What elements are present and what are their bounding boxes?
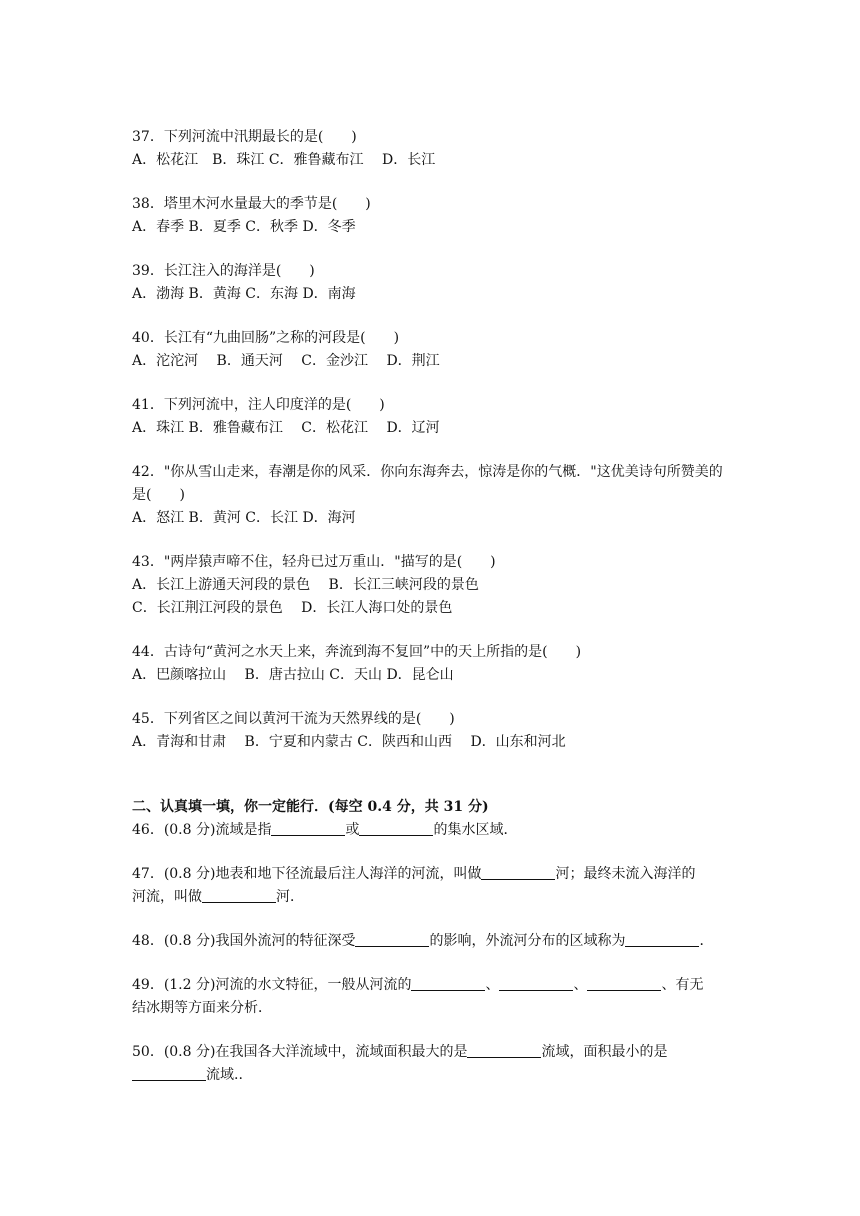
question-options: A．春季 B．夏季 C．秋季 D．冬季 [132,219,356,235]
question-45 [132,708,732,754]
question-46 [132,819,732,842]
question-49 [132,974,732,1020]
question-text: 、 [485,977,500,993]
question-47 [132,863,732,909]
answer-blank[interactable] [411,976,485,991]
question-stem: 42．"你从雪山走来，春潮是你的风采．你向东海奔去，惊涛是你的气概．"这优美诗句所赞美的是( ) [132,464,723,503]
question-text: 河流，叫做 [132,889,202,905]
question-50 [132,1041,732,1087]
question-text: 河；最终未流入海洋的 [555,866,696,882]
question-text: 结冰期等方面来分析． [132,1000,272,1016]
question-42 [132,461,732,530]
question-stem: 38．塔里木河水量最大的季节是( ) [132,196,371,212]
question-options: A．巴颜喀拉山 B．唐古拉山 C．天山 D．昆仑山 [132,667,454,683]
question-options: C．长江荆江河段的景色 D．长江人海口处的景色 [132,600,453,616]
question-options: A．渤海 B．黄海 C．东海 D．南海 [132,286,356,302]
question-text: 流域，面积最小的是 [541,1044,668,1060]
question-40 [132,327,732,373]
answer-blank[interactable] [467,1043,541,1058]
answer-blank[interactable] [625,932,699,947]
question-stem: 37．下列河流中汛期最长的是( ) [132,129,357,145]
answer-blank[interactable] [359,821,433,836]
question-options: A．怒江 B．黄河 C．长江 D．海河 [132,510,356,526]
question-text: 、有无 [661,977,704,993]
answer-blank[interactable] [499,976,573,991]
answer-blank[interactable] [271,821,345,836]
answer-blank[interactable] [202,888,276,903]
question-options: A．长江上游通天河段的景色 B．长江三峡河段的景色 [132,577,479,593]
question-text: ． [699,933,714,949]
question-text: 47．(0.8 分)地表和地下径流最后注人海洋的河流，叫做 [132,866,482,882]
question-stem: 43．"两岸猿声啼不住，轻舟已过万重山．"描写的是( ) [132,554,496,570]
question-41 [132,394,732,440]
question-43 [132,551,732,620]
exam-page [132,126,732,1108]
question-text: 或 [345,822,360,838]
question-48 [132,930,732,953]
question-37 [132,126,732,172]
question-text: 河． [276,889,304,905]
question-39 [132,260,732,306]
question-options: A．松花江 B．珠江 C．雅鲁藏布江 D．长江 [132,152,436,168]
question-text: 50．(0.8 分)在我国各大洋流域中，流域面积最大的是 [132,1044,468,1060]
question-text: 46．(0.8 分)流域是指 [132,822,272,838]
answer-blank[interactable] [481,865,555,880]
question-38 [132,193,732,239]
question-44 [132,641,732,687]
question-options: A．青海和甘肃 B．宁夏和内蒙古 C．陕西和山西 D．山东和河北 [132,734,566,750]
question-text: 的影响，外流河分布的区域称为 [429,933,626,949]
question-text: 49．(1.2 分)河流的水文特征，一般从河流的 [132,977,412,993]
question-text: 的集水区域． [433,822,518,838]
question-stem: 39．长江注入的海洋是( ) [132,263,315,279]
fill-in-section [132,796,732,1087]
question-text: 、 [573,977,588,993]
section-heading: 二、认真填一填，你一定能行．(每空 0.4 分，共 31 分) [132,799,489,815]
answer-blank[interactable] [355,932,429,947]
answer-blank[interactable] [132,1066,206,1081]
question-text: 流域.. [206,1067,243,1083]
question-stem: 44．古诗句“黄河之水天上来，奔流到海不复回”中的天上所指的是( ) [132,644,582,660]
question-text: 48．(0.8 分)我国外流河的特征深受 [132,933,356,949]
question-options: A．沱沱河 B．通天河 C．金沙江 D．荆江 [132,353,440,369]
question-stem: 40．长江有“九曲回肠”之称的河段是( ) [132,330,400,346]
question-stem: 41．下列河流中，注人印度洋的是( ) [132,397,385,413]
question-options: A．珠江 B．雅鲁藏布江 C．松花江 D．辽河 [132,420,440,436]
answer-blank[interactable] [587,976,661,991]
question-stem: 45．下列省区之间以黄河干流为天然界线的是( ) [132,711,455,727]
